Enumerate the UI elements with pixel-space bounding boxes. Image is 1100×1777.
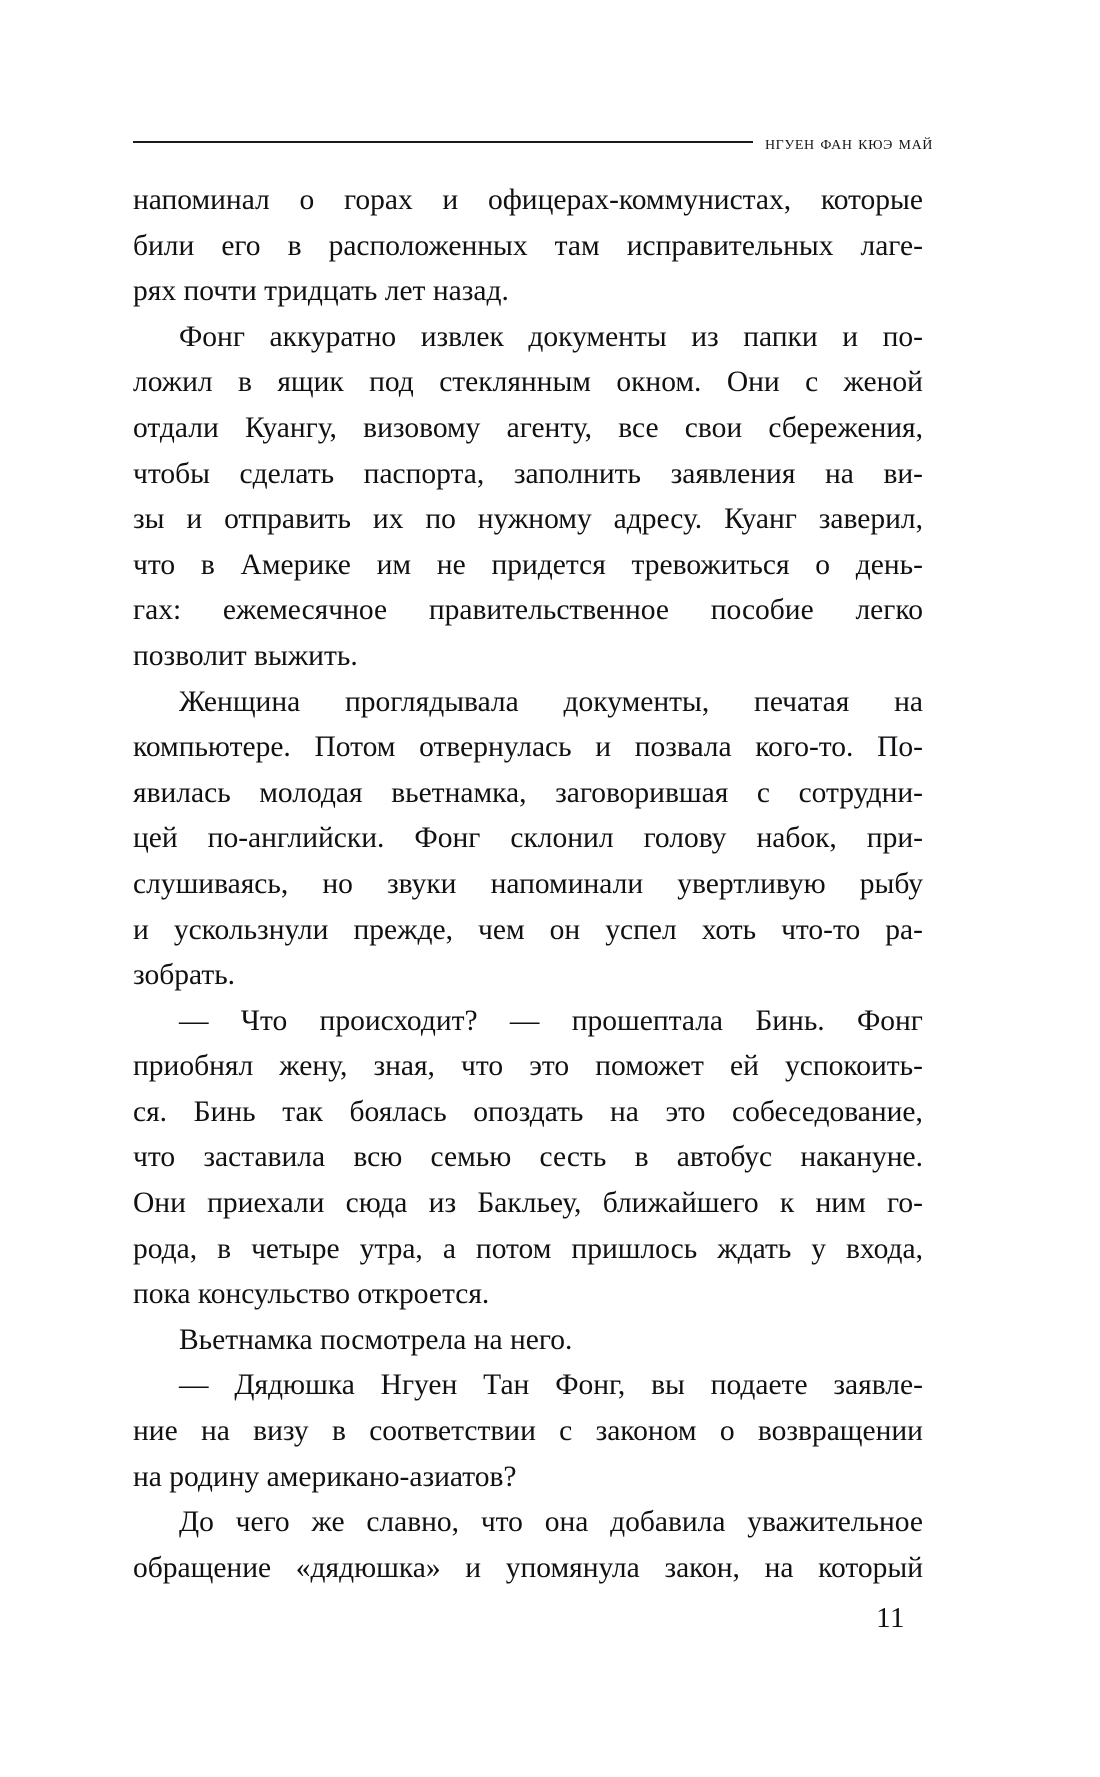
text-line — [133, 1546, 923, 1592]
word: документы, — [563, 685, 710, 718]
text-line — [133, 1181, 923, 1227]
word: под — [369, 366, 414, 399]
word: заявления — [670, 457, 796, 490]
word: — — [179, 1369, 209, 1402]
word: и — [442, 184, 459, 216]
word: в — [331, 1415, 346, 1448]
word: Фонг — [856, 1004, 923, 1037]
word: с — [756, 776, 770, 809]
word: окном. — [616, 366, 702, 399]
word: били — [133, 229, 195, 262]
text-line: позволит выжить. — [133, 639, 358, 672]
text-line — [133, 1409, 923, 1455]
word: Они — [133, 1187, 186, 1220]
word: из — [428, 1187, 457, 1220]
word: агенту, — [506, 411, 593, 444]
word: накануне. — [800, 1141, 923, 1174]
word: и — [465, 1551, 482, 1584]
word: славно, — [366, 1506, 460, 1539]
text-line — [133, 588, 923, 634]
word: прежде, — [353, 913, 453, 946]
word: и — [186, 503, 203, 536]
word: явилась — [133, 776, 231, 809]
word: соответствии — [369, 1415, 536, 1448]
word: Они — [726, 366, 780, 399]
word: рыбу — [859, 867, 923, 900]
word: набок, — [756, 822, 837, 855]
word: нужному — [477, 503, 592, 536]
word: гах: — [133, 594, 182, 627]
text-line — [133, 680, 923, 726]
word: ра- — [885, 913, 923, 946]
word: Потом — [314, 731, 396, 764]
word: офицерах-коммунистах, — [487, 184, 792, 216]
word: на — [609, 1095, 639, 1128]
text-line — [133, 543, 923, 589]
word: их — [372, 503, 404, 536]
word: прошептала — [571, 1004, 724, 1037]
word: ускользнули — [173, 913, 329, 946]
word: добавила — [610, 1506, 726, 1539]
word: заговорившая — [555, 776, 729, 809]
word: печатая — [754, 685, 850, 718]
text-line — [133, 1363, 923, 1409]
text-line — [133, 1135, 923, 1181]
word: им — [376, 548, 412, 581]
word: чем — [478, 913, 525, 946]
word: сделать — [239, 457, 335, 490]
word: не — [436, 548, 466, 581]
text-line — [133, 1044, 923, 1090]
word: входа, — [846, 1232, 923, 1265]
word: что — [133, 548, 176, 581]
word: собеседование, — [732, 1095, 923, 1128]
word: ждать — [717, 1232, 792, 1265]
word: в — [200, 548, 215, 581]
word: кого-то. — [755, 731, 854, 764]
running-header — [133, 128, 933, 158]
word: расположенных — [328, 229, 528, 262]
word: четыре — [251, 1232, 340, 1265]
paragraph — [133, 1363, 923, 1500]
word: что — [480, 1506, 523, 1539]
word: вьетнамка, — [391, 776, 527, 809]
word: придется — [491, 548, 606, 581]
paragraph — [133, 178, 923, 315]
word: Фонг — [179, 320, 245, 353]
word: До — [179, 1506, 214, 1539]
text-line: Вьетнамка посмотрела на него. — [179, 1323, 573, 1356]
text-line: зобрать. — [133, 959, 236, 992]
word: слушиваясь, — [133, 867, 289, 900]
word: отдали — [133, 411, 219, 444]
word: отправить — [224, 503, 352, 536]
word: чего — [235, 1506, 290, 1539]
word: Дядюшка — [234, 1369, 355, 1402]
text-line: рях почти тридцать лет назад. — [133, 275, 509, 308]
word: там — [554, 229, 600, 262]
word: го- — [887, 1187, 923, 1220]
word: сотрудни- — [798, 776, 923, 809]
word: закон, — [664, 1551, 740, 1584]
word: о — [719, 1415, 735, 1448]
word: опоздать — [473, 1095, 584, 1128]
text-line — [133, 1090, 923, 1136]
paragraph — [133, 680, 923, 999]
word: в — [634, 1141, 649, 1174]
word: его — [221, 229, 261, 262]
word: семью — [430, 1141, 512, 1174]
word: Куангу, — [244, 411, 337, 444]
word: на — [764, 1551, 794, 1584]
word: ложил — [133, 366, 213, 399]
paragraph — [133, 1500, 923, 1591]
word: заполнить — [513, 457, 641, 490]
word: это — [529, 1050, 570, 1083]
word: законом — [595, 1415, 697, 1448]
word: уважительное — [747, 1506, 923, 1539]
word: же — [311, 1506, 345, 1539]
word: — — [509, 1004, 540, 1037]
word: в — [217, 1232, 232, 1265]
word: ние — [133, 1415, 178, 1448]
word: аккуратно — [269, 320, 397, 353]
text-line — [133, 816, 923, 862]
word: Фонг, — [555, 1369, 626, 1402]
word: — — [179, 1004, 209, 1037]
word: обращение — [133, 1551, 272, 1584]
text-line — [133, 1227, 923, 1273]
word: ся. — [133, 1095, 168, 1128]
word: визовому — [363, 411, 481, 444]
word: поможет — [595, 1050, 704, 1083]
word: упомянула — [505, 1551, 640, 1584]
word: в — [238, 366, 252, 399]
paragraph — [133, 315, 923, 680]
word: успел — [605, 913, 677, 946]
word: приобнял — [133, 1050, 254, 1083]
text-line — [133, 999, 923, 1045]
word: лаге- — [860, 229, 923, 262]
text-line — [133, 178, 923, 224]
word: по- — [882, 320, 923, 353]
word: что — [461, 1050, 504, 1083]
text-line — [133, 725, 923, 771]
word: который — [818, 1551, 923, 1584]
body-text-block — [133, 178, 923, 1591]
word: а — [442, 1232, 456, 1265]
text-line — [133, 360, 923, 406]
word: заявле- — [833, 1369, 923, 1402]
text-line — [133, 224, 923, 270]
word: что-то — [781, 913, 861, 946]
word: вы — [651, 1369, 685, 1402]
word: по — [425, 503, 456, 536]
word: ви- — [883, 457, 923, 490]
text-line: на родину американо-азиатов? — [133, 1460, 517, 1493]
word: Что — [240, 1004, 288, 1037]
word: Бинь — [193, 1095, 256, 1128]
word: зная, — [373, 1050, 435, 1083]
text-line — [133, 908, 923, 954]
word: ним — [815, 1187, 866, 1220]
word: документы — [528, 320, 667, 353]
text-line — [133, 1500, 923, 1546]
word: папки — [743, 320, 818, 353]
word: о — [299, 184, 315, 216]
word: горах — [343, 184, 413, 216]
word: проглядывала — [345, 685, 519, 718]
word: в — [287, 229, 302, 262]
word: свои — [684, 411, 743, 444]
word: легко — [855, 594, 923, 627]
word: сбережения, — [768, 411, 923, 444]
word: увертливую — [677, 867, 826, 900]
word: жену, — [279, 1050, 348, 1083]
word: на — [824, 457, 854, 490]
word: на — [200, 1415, 230, 1448]
word: адресу. — [613, 503, 703, 536]
word: всю — [353, 1141, 403, 1174]
text-line — [133, 406, 923, 452]
word: заставила — [203, 1141, 326, 1174]
word: визу — [253, 1415, 309, 1448]
word: звуки — [387, 867, 457, 900]
word: напоминали — [490, 867, 644, 900]
paragraph — [133, 1318, 923, 1364]
word: он — [549, 913, 581, 946]
word: утра, — [359, 1232, 423, 1265]
word: у — [811, 1232, 827, 1265]
word: стеклянным — [439, 366, 591, 399]
word: хоть — [701, 913, 757, 946]
text-line — [133, 497, 923, 543]
word: отвернулась — [419, 731, 572, 764]
word: чтобы — [133, 457, 210, 490]
word: и — [842, 320, 859, 353]
word: «дядюшка» — [295, 1551, 441, 1584]
word: позвала — [634, 731, 732, 764]
word: пособие — [710, 594, 814, 627]
word: происходит? — [319, 1004, 478, 1037]
word: Нгуен — [380, 1369, 458, 1402]
word: это — [665, 1095, 706, 1128]
word: ежемесячное — [222, 594, 388, 627]
word: но — [322, 867, 353, 900]
word: так — [282, 1095, 323, 1128]
word: ящик — [277, 366, 344, 399]
word: боялась — [349, 1095, 447, 1128]
word: сесть — [539, 1141, 607, 1174]
text-line — [133, 771, 923, 817]
word: Куанг — [724, 503, 797, 536]
word: голову — [643, 822, 727, 855]
word: Америке — [240, 548, 351, 581]
text-line: пока консульство откроется. — [133, 1278, 490, 1311]
word: правительственное — [428, 594, 669, 627]
word: автобус — [676, 1141, 773, 1174]
word: с — [559, 1415, 573, 1448]
word: подаете — [710, 1369, 808, 1402]
word: по-английски. — [207, 822, 385, 855]
text-line — [133, 315, 923, 361]
word: при- — [866, 822, 923, 855]
word: Бинь. — [755, 1004, 825, 1037]
word: день- — [855, 548, 923, 581]
word: к — [779, 1187, 795, 1220]
word: молодая — [259, 776, 363, 809]
word: рода, — [133, 1232, 198, 1265]
word: Тан — [483, 1369, 530, 1402]
word: сюда — [345, 1187, 408, 1220]
word: ближайшего — [602, 1187, 759, 1220]
word: Бакльеу, — [477, 1187, 582, 1220]
word: заверил, — [818, 503, 923, 536]
word: потом — [475, 1232, 552, 1265]
word: и — [133, 913, 149, 946]
word: тревожиться — [631, 548, 790, 581]
word: По- — [877, 731, 923, 764]
word: на — [894, 685, 923, 718]
word: приехали — [207, 1187, 325, 1220]
word: ей — [730, 1050, 759, 1083]
page-number: 11 — [876, 1602, 905, 1634]
word: исправительных — [626, 229, 834, 262]
word: цей — [133, 822, 178, 855]
word: пришлось — [571, 1232, 698, 1265]
word: что — [133, 1141, 176, 1174]
header-author-name: нгуен фан кюэ май — [764, 131, 933, 154]
paragraph — [133, 999, 923, 1318]
word: о — [815, 548, 831, 581]
word: и — [595, 731, 612, 764]
word: напоминал — [133, 184, 270, 216]
word: успокоить- — [785, 1050, 923, 1083]
word: Фонг — [414, 822, 481, 855]
word: извлек — [420, 320, 504, 353]
word: компьютере. — [133, 731, 291, 764]
word: зы — [133, 503, 165, 536]
word: паспорта, — [363, 457, 485, 490]
word: женой — [843, 366, 923, 399]
word: которые — [820, 184, 923, 216]
word: все — [618, 411, 659, 444]
word: возвращении — [757, 1415, 923, 1448]
word: с — [805, 366, 819, 399]
word: Женщина — [179, 685, 301, 718]
word: склонил — [510, 822, 614, 855]
word: она — [544, 1506, 589, 1539]
text-line — [133, 862, 923, 908]
header-rule — [133, 141, 753, 143]
word: из — [691, 320, 719, 353]
text-line — [133, 452, 923, 498]
